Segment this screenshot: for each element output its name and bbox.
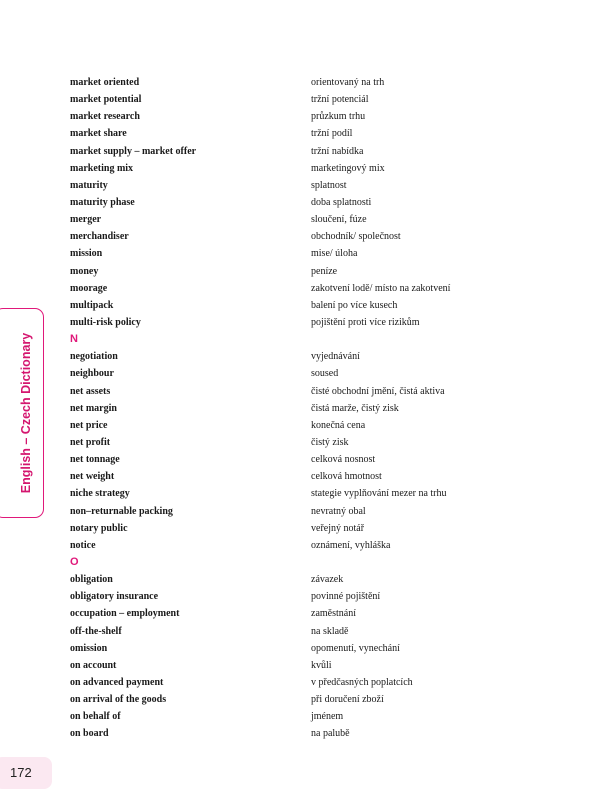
entry-term: market supply – market offer bbox=[70, 145, 197, 157]
dictionary-entry bbox=[0, 143, 596, 160]
entry-term: non–returnable packing bbox=[70, 505, 173, 517]
section-letter: N bbox=[70, 333, 78, 346]
entry-translation: stategie vyplňování mezer na trhu bbox=[311, 488, 447, 500]
entry-translation: tržní nabídka bbox=[311, 145, 364, 157]
entry-translation: zakotvení lodě/ místo na zakotvení bbox=[311, 282, 451, 294]
entry-translation: pojištění proti více rizikům bbox=[311, 316, 420, 328]
entry-translation: konečná cena bbox=[311, 419, 366, 431]
section-header bbox=[0, 331, 596, 348]
entry-translation: jménem bbox=[311, 711, 344, 723]
entry-term: obligation bbox=[70, 574, 113, 586]
entry-translation: na palubě bbox=[311, 728, 350, 740]
entry-term: maturity phase bbox=[70, 196, 135, 208]
dictionary-entry bbox=[0, 160, 596, 177]
entry-translation: orientovaný na trh bbox=[311, 77, 385, 88]
entry-translation: čisté obchodní jmění, čistá aktiva bbox=[311, 385, 445, 397]
entry-translation: splatnost bbox=[311, 179, 347, 191]
section-letter: O bbox=[70, 555, 79, 568]
dictionary-entry bbox=[0, 537, 596, 554]
entry-term: neighbour bbox=[70, 368, 114, 380]
entry-term: multi-risk policy bbox=[70, 316, 141, 328]
dictionary-entry bbox=[0, 434, 596, 451]
dictionary-entry bbox=[0, 640, 596, 657]
dictionary-entry bbox=[0, 74, 596, 91]
entry-translation: oznámení, vyhláška bbox=[311, 539, 391, 551]
dictionary-entry bbox=[0, 91, 596, 108]
entry-term: niche strategy bbox=[70, 488, 130, 500]
dictionary-entry bbox=[0, 211, 596, 228]
entry-term: net margin bbox=[70, 402, 117, 414]
entry-term: negotiation bbox=[70, 351, 118, 363]
entry-term: money bbox=[70, 265, 99, 277]
entry-translation: sloučení, fúze bbox=[311, 214, 367, 226]
sidebar-label: English – Czech Dictionary bbox=[19, 332, 33, 494]
entry-term: obligatory insurance bbox=[70, 591, 159, 603]
dictionary-entry bbox=[0, 605, 596, 622]
entry-term: net assets bbox=[70, 385, 111, 397]
dictionary-entry bbox=[0, 365, 596, 382]
entry-term: maturity bbox=[70, 179, 108, 191]
dictionary-entry bbox=[0, 108, 596, 125]
entry-translation: tržní podíl bbox=[311, 128, 353, 140]
entry-translation: tržní potenciál bbox=[311, 94, 369, 106]
entry-term: market research bbox=[70, 111, 140, 123]
dictionary-entry bbox=[0, 280, 596, 297]
entry-translation: marketingový mix bbox=[311, 162, 385, 174]
entry-translation: při doručení zboží bbox=[311, 694, 384, 706]
dictionary-entry bbox=[0, 708, 596, 725]
entry-term: occupation – employment bbox=[70, 608, 180, 620]
entry-translation: obchodník/ společnost bbox=[311, 231, 401, 243]
entry-translation: povinné pojištění bbox=[311, 591, 381, 603]
entry-translation: v předčasných poplatcích bbox=[311, 676, 413, 688]
entry-term: notary public bbox=[70, 522, 128, 534]
entry-translation: průzkum trhu bbox=[311, 111, 366, 123]
entry-term: mission bbox=[70, 248, 103, 260]
entry-term: off-the-shelf bbox=[70, 625, 122, 637]
page-number: 172 bbox=[10, 765, 32, 780]
entry-translation: kvůli bbox=[311, 659, 332, 671]
dictionary-entry bbox=[0, 228, 596, 245]
dictionary-entry bbox=[0, 503, 596, 520]
entry-translation: čistý zisk bbox=[311, 436, 349, 448]
entry-translation: závazek bbox=[311, 574, 344, 586]
dictionary-entry bbox=[0, 657, 596, 674]
entry-term: merchandiser bbox=[70, 231, 129, 243]
dictionary-entry bbox=[0, 314, 596, 331]
dictionary-entry bbox=[0, 691, 596, 708]
entry-term: net weight bbox=[70, 471, 115, 483]
entry-term: on behalf of bbox=[70, 711, 121, 723]
entry-term: net price bbox=[70, 419, 108, 431]
entry-term: multipack bbox=[70, 299, 114, 311]
dictionary-entry bbox=[0, 485, 596, 502]
entry-term: omission bbox=[70, 642, 108, 654]
entry-term: market potential bbox=[70, 94, 142, 106]
entry-term: market share bbox=[70, 128, 127, 140]
entry-translation: na skladě bbox=[311, 625, 349, 637]
dictionary-entry bbox=[0, 125, 596, 142]
dictionary-entry bbox=[0, 417, 596, 434]
entry-term: net profit bbox=[70, 436, 111, 448]
entry-term: moorage bbox=[70, 282, 108, 294]
dictionary-entry bbox=[0, 674, 596, 691]
dictionary-entry bbox=[0, 297, 596, 314]
dictionary-entry bbox=[0, 263, 596, 280]
dictionary-entry bbox=[0, 588, 596, 605]
dictionary-entry bbox=[0, 177, 596, 194]
entry-translation: peníze bbox=[311, 265, 338, 277]
entry-term: net tonnage bbox=[70, 454, 120, 466]
entry-term: on arrival of the goods bbox=[70, 694, 167, 706]
entry-term: on advanced payment bbox=[70, 676, 164, 688]
dictionary-entry bbox=[0, 400, 596, 417]
dictionary-entry bbox=[0, 245, 596, 262]
dictionary-entry bbox=[0, 725, 596, 742]
entry-translation: zaměstnání bbox=[311, 608, 356, 620]
dictionary-entry bbox=[0, 520, 596, 537]
dictionary-entry bbox=[0, 194, 596, 211]
entry-term: on board bbox=[70, 728, 109, 740]
entry-translation: čistá marže, čistý zisk bbox=[311, 402, 399, 414]
entry-translation: nevratný obal bbox=[311, 505, 366, 517]
entry-translation: doba splatnosti bbox=[311, 196, 372, 208]
entry-term: on account bbox=[70, 659, 117, 671]
dictionary-entry bbox=[0, 451, 596, 468]
entry-term: marketing mix bbox=[70, 162, 134, 174]
entry-term: notice bbox=[70, 539, 96, 551]
entry-term: market oriented bbox=[70, 77, 140, 88]
dictionary-entry bbox=[0, 468, 596, 485]
dictionary-entries bbox=[0, 74, 596, 742]
entry-translation: mise/ úloha bbox=[311, 248, 358, 260]
dictionary-entry bbox=[0, 623, 596, 640]
section-header bbox=[0, 554, 596, 571]
entry-translation: celková nosnost bbox=[311, 454, 376, 466]
entry-translation: balení po více kusech bbox=[311, 299, 398, 311]
entry-translation: celková hmotnost bbox=[311, 471, 382, 483]
entry-translation: veřejný notář bbox=[311, 522, 365, 534]
entry-translation: opomenutí, vynechání bbox=[311, 642, 400, 654]
entry-translation: vyjednávání bbox=[311, 351, 360, 363]
dictionary-entry bbox=[0, 383, 596, 400]
dictionary-entry bbox=[0, 571, 596, 588]
entry-term: merger bbox=[70, 214, 102, 226]
dictionary-entry bbox=[0, 348, 596, 365]
entry-translation: soused bbox=[311, 368, 339, 380]
